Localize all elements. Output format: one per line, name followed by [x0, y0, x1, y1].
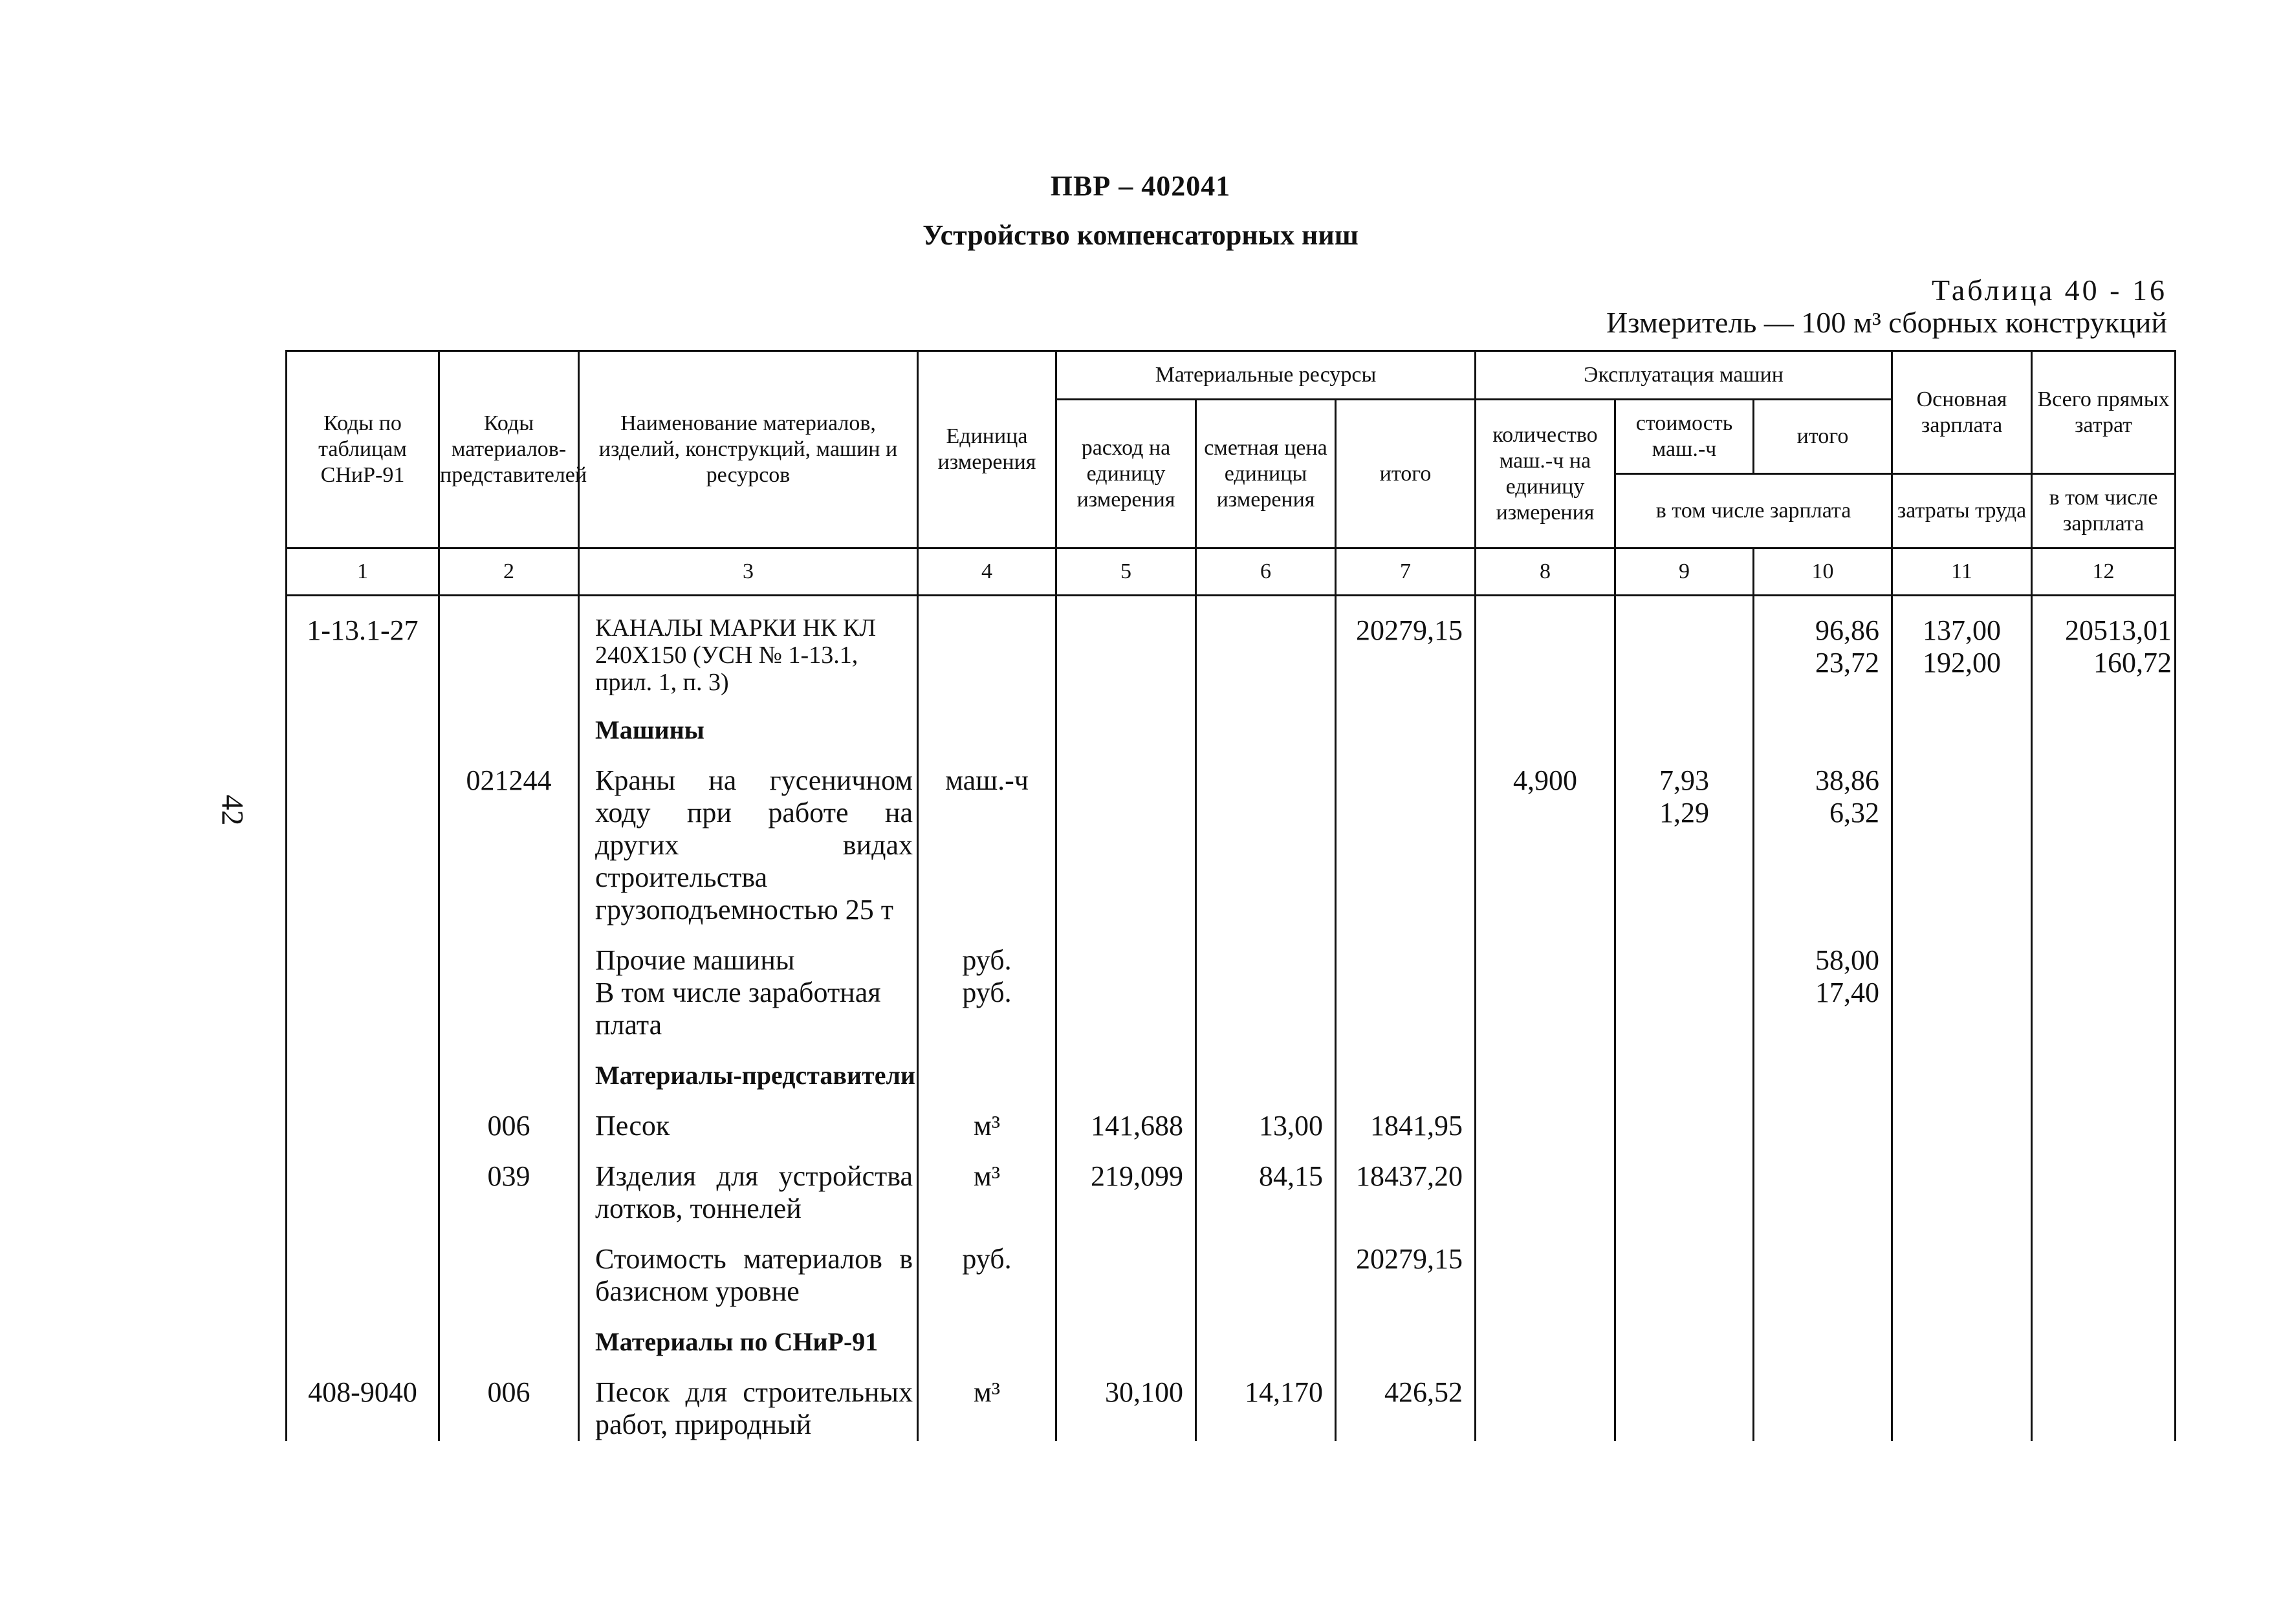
- table-row-other: [287, 926, 2176, 1041]
- cell-price: 14,170: [1196, 1358, 1336, 1441]
- cell-total: 18437,20: [1336, 1142, 1476, 1225]
- header-col-5: расход на единицу измерения: [1056, 400, 1196, 548]
- cell-direct-total: 20513,01: [2065, 614, 2172, 646]
- cell-unit: м³: [918, 1092, 1056, 1142]
- document-title: Устройство компенсаторных ниш: [922, 219, 1359, 251]
- cell-qty: 30,100: [1056, 1358, 1196, 1441]
- cell-cost-wage: 1,29: [1659, 797, 1710, 828]
- cell-name: Песок: [579, 1092, 918, 1142]
- col-number: 7: [1336, 548, 1476, 596]
- cell-qty: 4,900: [1476, 746, 1615, 926]
- cell-unit: маш.-ч: [918, 746, 1056, 926]
- header-col-8: количество маш.-ч на единицу измерения: [1476, 400, 1615, 548]
- cell-code: 039: [439, 1142, 579, 1225]
- cell-wage-unit: руб.: [962, 977, 1012, 1008]
- resource-table: [285, 350, 2176, 1441]
- document-code: ПВР – 402041: [1050, 170, 1231, 202]
- col-number: 3: [579, 548, 918, 596]
- col-number: 6: [1196, 548, 1336, 596]
- section-machines: Машины: [579, 696, 918, 746]
- col-number: 12: [2032, 548, 2176, 596]
- table-row-section: [287, 1308, 2176, 1358]
- table-row-sand: [287, 1092, 2176, 1142]
- cell-machines-wage: 23,72: [1815, 647, 1880, 678]
- header-group-materials: Материальные ресурсы: [1056, 351, 1476, 400]
- cell-qty: 219,099: [1056, 1142, 1196, 1225]
- cell-total: 38,86: [1815, 764, 1880, 796]
- header-col-9-10-sub: в том числе зарплата: [1615, 474, 1892, 548]
- cell-total: 426,52: [1336, 1358, 1476, 1441]
- cell-price: 13,00: [1196, 1092, 1336, 1142]
- cell-price: 84,15: [1196, 1142, 1336, 1225]
- col-number: 5: [1056, 548, 1196, 596]
- section-snir: Материалы по СНиР-91: [579, 1308, 918, 1358]
- cell-total-wage: 6,32: [1829, 797, 1880, 828]
- header-col-11-sub: затраты труда: [1892, 474, 2032, 548]
- table-row-crane: [287, 746, 2176, 926]
- cell-code: 006: [439, 1092, 579, 1142]
- table-number: Таблица 40 - 16: [1931, 274, 2167, 307]
- table-row-items: [287, 1142, 2176, 1225]
- cell-labor: 192,00: [1923, 647, 2002, 678]
- cell-name: Песок для строительных работ, природный: [579, 1358, 918, 1441]
- col-number: 1: [287, 548, 439, 596]
- cell-name: Стоимость материалов в базисном уровне: [579, 1225, 918, 1308]
- cell-wage: 137,00: [1923, 614, 2002, 646]
- cell-total: 1841,95: [1336, 1092, 1476, 1142]
- header-col-9: стоимость маш.-ч: [1615, 400, 1754, 474]
- cell-unit: руб.: [918, 1225, 1056, 1308]
- header-col-12-sub: в том числе зарплата: [2032, 474, 2176, 548]
- table-row-section: [287, 696, 2176, 746]
- table-row-cost-base: [287, 1225, 2176, 1308]
- col-number: 9: [1615, 548, 1754, 596]
- cell-name: Изделия для устройства лотков, тоннелей: [579, 1142, 918, 1225]
- cell-code: 021244: [439, 746, 579, 926]
- cell-name: Прочие машины: [595, 944, 795, 976]
- cell-name: Краны на гусеничном ходу при работе на других видах строительства грузоподъемностью 25 т: [579, 746, 918, 926]
- header-col-11: Основная зарплата: [1892, 351, 2032, 474]
- cell-machines-total: 96,86: [1815, 614, 1880, 646]
- cell-total: 20279,15: [1336, 1225, 1476, 1308]
- col-number: 8: [1476, 548, 1615, 596]
- header-group-machines: Эксплуатация машин: [1476, 351, 1892, 400]
- cell-name: КАНАЛЫ МАРКИ НК КЛ 240X150 (УСН № 1-13.1, прил. 1, п. 3): [579, 596, 918, 697]
- cell-unit: руб.: [962, 944, 1012, 976]
- header-col-2: Коды материалов-представителей: [439, 351, 579, 548]
- col-number: 2: [439, 548, 579, 596]
- cell-unit: м³: [918, 1142, 1056, 1225]
- header-col-10: итого: [1754, 400, 1892, 474]
- col-number: 4: [918, 548, 1056, 596]
- col-number: 10: [1754, 548, 1892, 596]
- cell-direct-wage: 160,72: [2093, 647, 2172, 678]
- table-row-section: [287, 1041, 2176, 1092]
- cell-code: 1-13.1-27: [287, 596, 439, 697]
- header-col-7: итого: [1336, 400, 1476, 548]
- table-meter: Измеритель — 100 м³ сборных конструкций: [1606, 306, 2167, 339]
- cell-code: 408-9040: [287, 1358, 439, 1441]
- table-row-main: [287, 596, 2176, 697]
- page-number: 42: [215, 794, 250, 826]
- cell-wage-name: В том числе заработная плата: [595, 977, 881, 1041]
- section-representatives: Материалы-представители: [579, 1041, 918, 1092]
- cell-qty: 141,688: [1056, 1092, 1196, 1142]
- cell-wage-total: 17,40: [1815, 977, 1880, 1008]
- col-number: 11: [1892, 548, 2032, 596]
- header-col-3: Наименование материалов, изделий, конструкций, машин и ресурсов: [579, 351, 918, 548]
- header-col-6: сметная цена единицы измерения: [1196, 400, 1336, 548]
- header-col-12: Всего прямых затрат: [2032, 351, 2176, 474]
- header-col-1: Коды по таблицам СНиР-91: [287, 351, 439, 548]
- cell-total: 58,00: [1815, 944, 1880, 976]
- header-col-4: Единица измерения: [918, 351, 1056, 548]
- cell-cost: 7,93: [1659, 764, 1710, 796]
- table-row-sand-snir: [287, 1358, 2176, 1441]
- cell-total-materials: 20279,15: [1336, 596, 1476, 697]
- cell-code: 006: [439, 1358, 579, 1441]
- cell-unit: м³: [918, 1358, 1056, 1441]
